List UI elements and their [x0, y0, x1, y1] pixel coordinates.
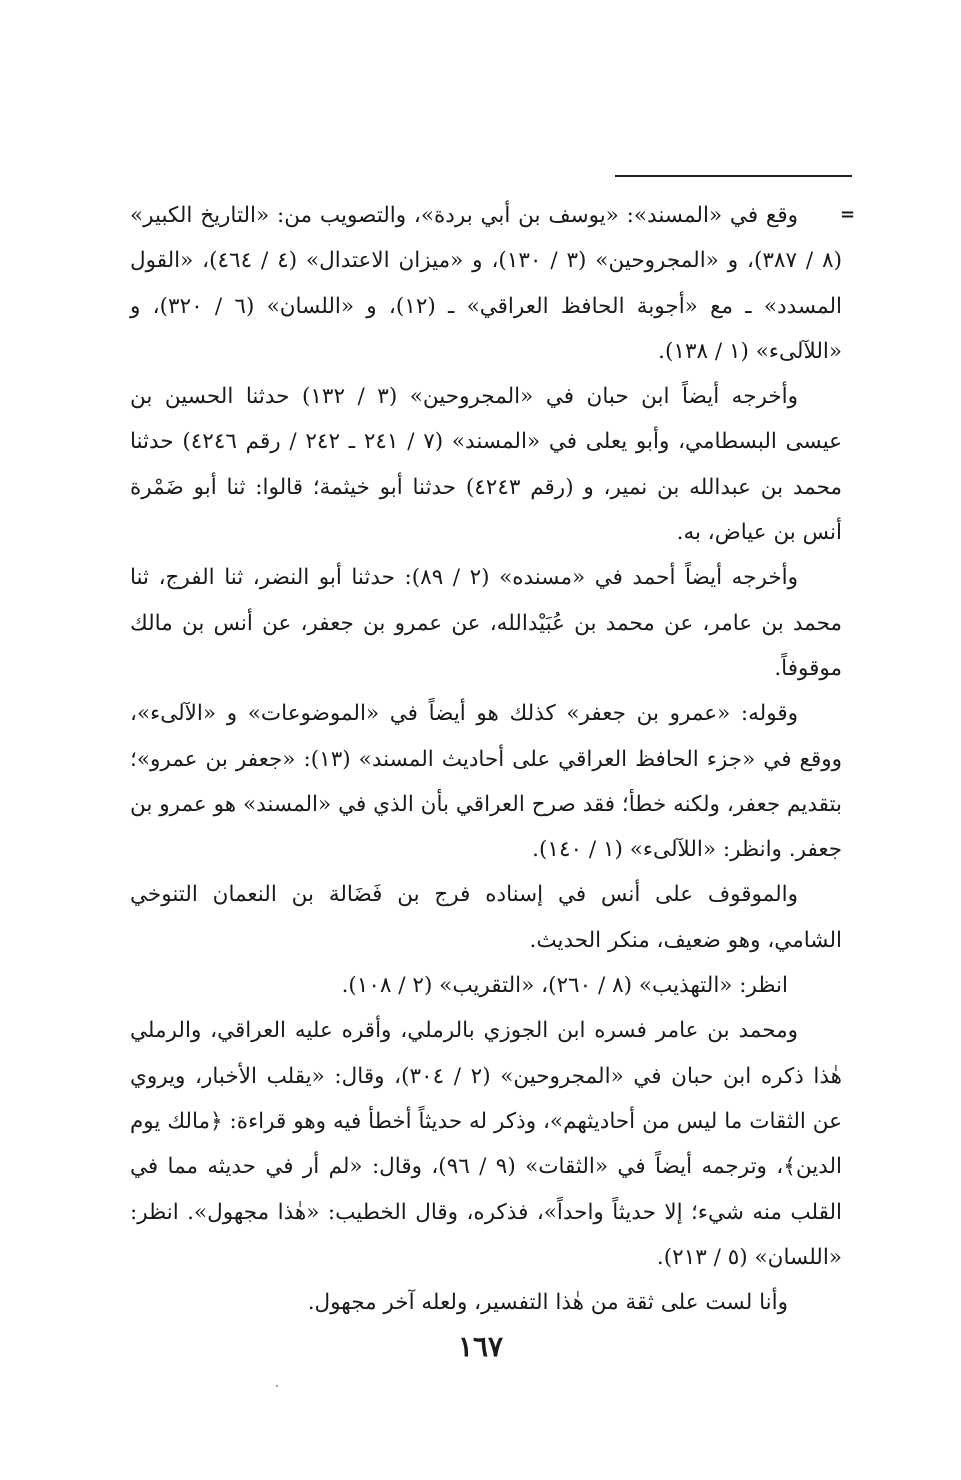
footnote-paragraph: والموقوف على أنس في إسناده فرج بن فَضَالة بن النعمان التنوخي الشامي، وهو ضعيف، منكر الحديث.: [130, 882, 842, 953]
footnote-paragraph: ومحمد بن عامر فسره ابن الجوزي بالرملي، وأقره عليه العراقي، والرملي هٰذا ذكره ابن حبان في «المجروحين» (٢ / ٣٠٤)، وقال: «يقلب الأخبار، ويروي عن الثقات ما ليس من أحاديثهم»، وذكر له حديثاً أخطأ فيه وهو قراءة: ﴿مالك يوم الدين﴾، وترجمه أيضاً في «الثقات» (٩ / ٩٦)، وقال: «لم أر في حديثه مما في القلب منه شيء؛ إلا حديثاً واحداً»، فذكره، وقال الخطيب: «هٰذا مجهول». انظر: «اللسان» (٥ / ٢١٣).: [130, 1018, 843, 1270]
footnote-continuation-mark: =: [840, 204, 856, 225]
page-number: ١٦٧: [457, 1330, 504, 1363]
footnote-paragraph: وقوله: «عمرو بن جعفر» كذلك هو أيضاً في «الموضوعات» و «الآلىء»، ووقع في «جزء الحافظ العراقي على أحاديث المسند» (١٣): «جعفر بن عمرو»؛ بتقديم جعفر، ولكنه خطأ؛ فقد صرح العراقي بأن الذي في «المسند» هو عمرو بن جعفر. وانظر: «اللآلىء» (١ / ١٤٠).: [130, 701, 842, 863]
footnote-paragraph: وأخرجه أيضاً أحمد في «مسنده» (٢ / ٨٩): حدثنا أبو النضر، ثنا الفرج، ثنا محمد بن عامر، عن محمد بن عُبَيْدالله، عن عمرو بن جعفر، عن أنس بن مالك موقوفاً.: [130, 565, 842, 681]
footnote-separator-rule: [615, 175, 852, 177]
footnote-text: [130, 193, 842, 1325]
footnote-paragraph: وقع في «المسند»: «يوسف بن أبي بردة»، والتصويب من: «التاريخ الكبير» (٨ / ٣٨٧)، و «المجروحين» (٣ / ١٣٠)، و «ميزان الاعتدال» (٤ / ٤٦٤)، «القول المسدد» ـ مع «أجوبة الحافظ العراقي» ـ (١٢)، و «اللسان» (٦ / ٣٢٠)، و «اللآلىء» (١ / ١٣٨).: [130, 203, 842, 364]
footnote-paragraph: وأخرجه أيضاً ابن حبان في «المجروحين» (٣ / ١٣٢) حدثنا الحسين بن عيسى البسطامي، وأبو يعلى في «المسند» (٧ / ٢٤١ ـ ٢٤٢ / رقم ٤٢٤٦) حدثنا محمد بن عبدالله بن نمير، و (رقم ٤٢٤٣) حدثنا أبو خيثمة؛ قالوا: ثنا أبو ضَمْرة أنس بن عياض، به.: [130, 384, 843, 546]
scan-speck: [276, 1385, 278, 1387]
footnote-paragraph: وأنا لست على ثقة من هٰذا التفسير، ولعله آخر مجهول.: [307, 1290, 788, 1316]
footnote-paragraph: انظر: «التهذيب» (٨ / ٢٦٠)، «التقريب» (٢ / ١٠٨).: [341, 973, 788, 999]
